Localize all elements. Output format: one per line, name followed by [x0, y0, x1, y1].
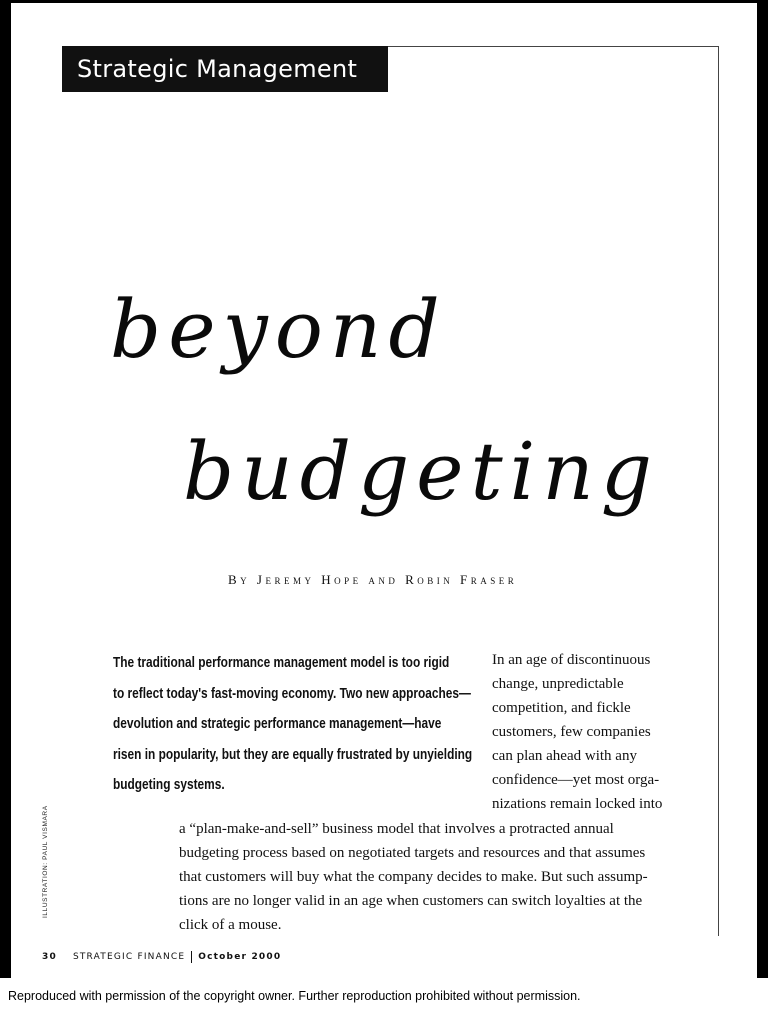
- frame-rule-right: [718, 46, 719, 936]
- byline: By Jeremy Hope and Robin Fraser: [228, 572, 518, 587]
- illustration-credit: ILLUSTRATION: PAUL VISMARA: [42, 805, 49, 918]
- permission-notice: Reproduced with permission of the copyright owner. Further reproduction prohibited without permission.: [8, 989, 581, 1003]
- scan-edge-left: [0, 0, 11, 978]
- deck-line: budgeting systems.: [113, 777, 225, 793]
- section-label: Strategic Management: [62, 46, 388, 92]
- publication-name: STRATEGIC FINANCE: [72, 952, 186, 962]
- page-footer: [42, 950, 281, 964]
- title-line-1: beyond: [110, 283, 447, 376]
- title-line-2: budgeting: [183, 425, 659, 518]
- deck-line: devolution and strategic performance management—have: [113, 716, 442, 732]
- body-paragraph: [179, 817, 679, 937]
- body-line: click of a mouse.: [179, 917, 282, 933]
- deck-line: risen in popularity, but they are equally frustrated by unyielding: [113, 746, 473, 763]
- scan-edge-top: [0, 0, 768, 3]
- body-line: tions are no longer valid in an age when customers can switch loyalties at the: [179, 893, 643, 909]
- right-column-line: can plan ahead with any: [492, 748, 637, 764]
- right-column-line: customers, few companies: [492, 724, 651, 740]
- body-line: budgeting process based on negotiated targets and resources and that assumes: [179, 845, 646, 861]
- body-line: a “plan-make-and-sell” business model that involves a protracted annual: [179, 821, 614, 837]
- right-column-line: confidence—yet most orga-: [492, 772, 660, 788]
- deck-line: The traditional performance management model is too rigid: [113, 655, 450, 671]
- right-column-line: nizations remain locked into: [492, 796, 663, 812]
- right-column-line: change, unpredictable: [492, 676, 624, 692]
- issue-date: October 2000: [198, 952, 282, 962]
- deck-line: to reflect today's fast-moving economy. Two new approaches—: [113, 685, 471, 702]
- page-number: 30: [42, 952, 57, 962]
- scan-edge-right: [757, 0, 768, 978]
- right-column-line: competition, and fickle: [492, 700, 631, 716]
- body-line: that customers will buy what the company decides to make. But such assump-: [179, 869, 648, 885]
- deck-paragraph: [113, 648, 473, 801]
- right-column-line: In an age of discontinuous: [492, 652, 651, 668]
- right-column-text: [492, 648, 682, 816]
- footer-divider: [191, 951, 192, 963]
